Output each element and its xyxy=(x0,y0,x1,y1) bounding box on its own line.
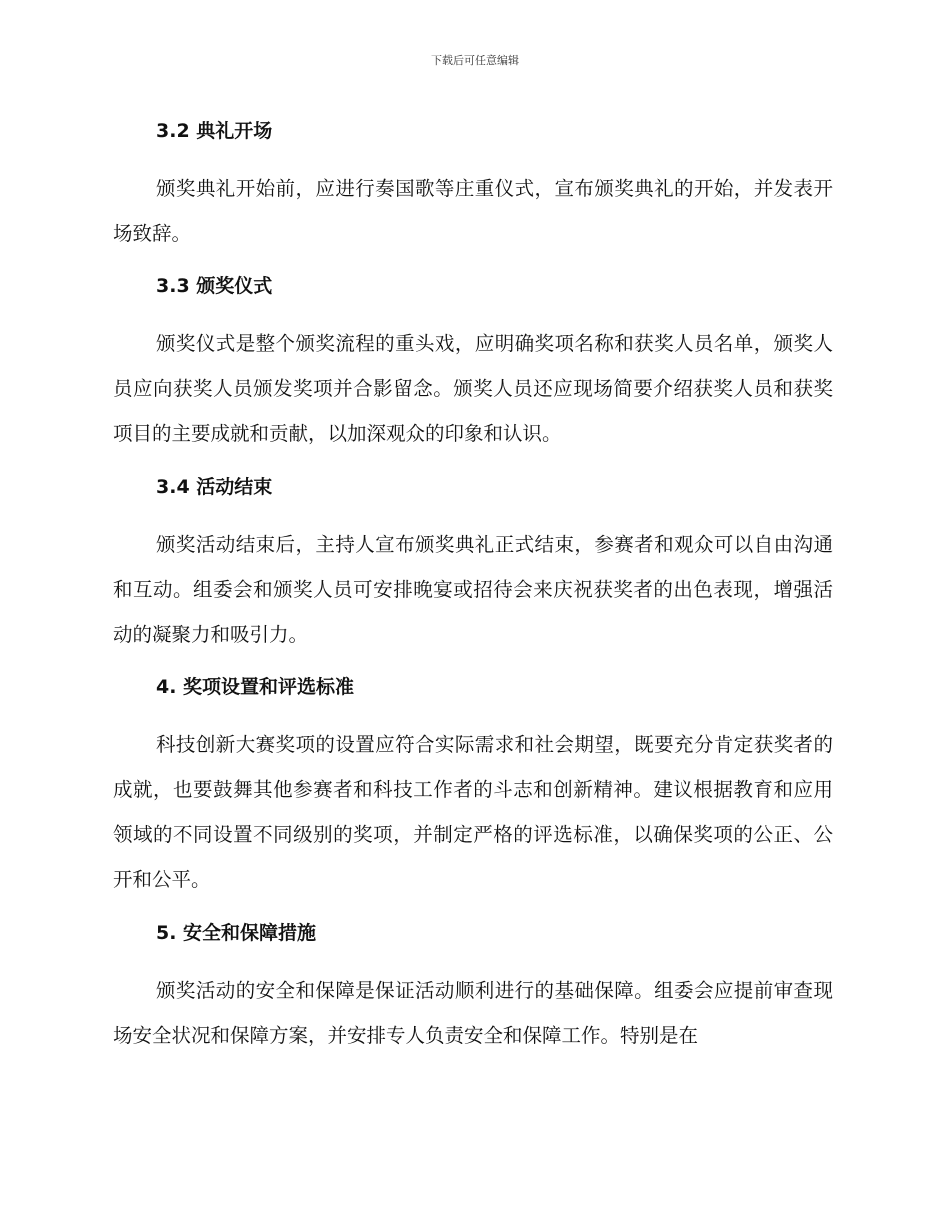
section-heading-3-3: 3.3 颁奖仪式 xyxy=(156,275,273,297)
section-paragraph-3-2: 颁奖典礼开始前，应进行奏国歌等庄重仪式，宣布颁奖典礼的开始，并发表开场致辞。 xyxy=(113,177,833,245)
section-paragraph-3-4: 颁奖活动结束后，主持人宣布颁奖典礼正式结束，参赛者和观众可以自由沟通和互动。组委会和颁奖人员可安排晚宴或招待会来庆祝获奖者的出色表现，增强活动的凝聚力和吸引力。 xyxy=(113,533,833,646)
section-heading-3-4: 3.4 活动结束 xyxy=(156,476,273,498)
section-paragraph-3-3: 颁奖仪式是整个颁奖流程的重头戏，应明确奖项名称和获奖人员名单，颁奖人员应向获奖人员颁发奖项并合影留念。颁奖人员还应现场简要介绍获奖人员和获奖项目的主要成就和贡献，以加深观众的印象和认识。 xyxy=(113,332,833,445)
section-paragraph-4: 科技创新大赛奖项的设置应符合实际需求和社会期望，既要充分肯定获奖者的成就，也要鼓舞其他参赛者和科技工作者的斗志和创新精神。建议根据教育和应用领域的不同设置不同级别的奖项，并制定严格的评选标准，以确保奖项的公正、公开和公平。 xyxy=(113,733,833,891)
page-header: 下载后可任意编辑 xyxy=(431,54,519,67)
section-heading-3-2: 3.2 典礼开场 xyxy=(156,120,273,142)
section-paragraph-5: 颁奖活动的安全和保障是保证活动顺利进行的基础保障。组委会应提前审查现场安全状况和保障方案，并安排专人负责安全和保障工作。特别是在 xyxy=(113,979,833,1047)
section-heading-5: 5. 安全和保障措施 xyxy=(156,922,317,944)
section-heading-4: 4. 奖项设置和评选标准 xyxy=(156,676,355,698)
document-body xyxy=(113,112,833,1058)
